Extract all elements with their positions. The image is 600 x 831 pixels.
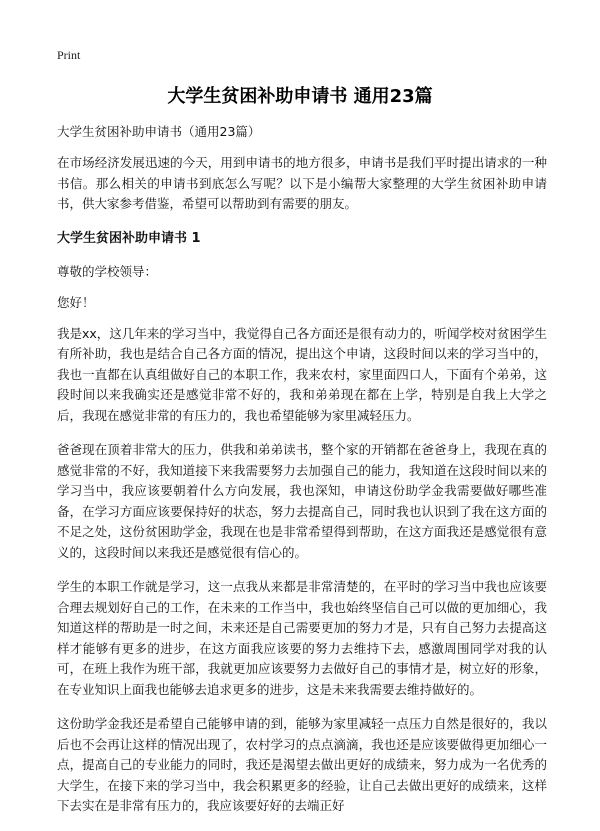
body-paragraph: 这份助学金我还是希望自己能够申请的到，能够为家里减轻一点压力自然是很好的，我以后也不会再让这样的情况出现了，农村学习的点点滴滴，我也还是应该要做得更加细心一点，提高自己的专业能力的同时，我还是渴望去做出更好的成绩来，努力成为一名优秀的大学生，在接下来的学习当中，我会积累更多的经验，让自己去做出更好的成绩来，这样下去实在是非常有压力的，我应该要好好的去端正好 [57,716,547,813]
body-paragraph: 我是xx，这几年来的学习当中，我觉得自己各方面还是很有动力的，听闻学校对贫困学生有所补助，我也是结合自己各方面的情况，提出这个申请，这段时间以来的学习当中的，我也一直都在认真组做好自己的本职工作，我来农村，家里面四口人，下面有个弟弟，这段时间以来我确实还是感觉非常不好的，我和弟弟现在都在上学，特别是自我上大学之后，我现在感觉非常的有压力的，我也希望能够为家里减轻压力。 [57,325,547,423]
salutation: 尊敬的学校领导： [57,263,158,279]
intro-paragraph: 在市场经济发展迅速的今天，用到申请书的地方很多，申请书是我们平时提出请求的一种书信。那么相关的申请书到底怎么写呢？以下是小编帮大家整理的大学生贫困补助申请书，供大家参考借鉴，希望可以帮助到有需要的朋友。 [57,155,547,211]
body-paragraph: 学生的本职工作就是学习，这一点我从来都是非常清楚的，在平时的学习当中我也应该要合理去规划好自己的工作，在未来的工作当中，我也始终坚信自己可以做的更加细心，我知道这样的帮助是一时之间，未来还是自己需要更加的努力才是，只有自己努力去提高这样才能够有更多的进步，在这方面我应该要的努力去维持下去，感激周围同学对我的认可，在班上我作为班干部，我就更加应该要努力去做好自己的事情才是，树立好的形象，在专业知识上面我也能够去追求更多的进步，这是未来我需要去维持做好的。 [57,579,547,697]
section-heading: 大学生贫困补助申请书 1 [57,230,201,246]
greeting: 您好！ [57,294,95,310]
print-label: Print [57,48,81,62]
page-title: 大学生贫困补助申请书 通用23篇 [167,86,433,107]
body-paragraph: 爸爸现在顶着非常大的压力，供我和弟弟读书，整个家的开销都在爸爸身上，我现在真的感觉非常的不好，我知道接下来我需要努力去加强自己的能力，我知道在这段时间以来的学习当中，我应该要朝着什么方向发展，我也深知，申请这份助学金我需要做好哪些准备，在学习方面应该要保持好的状态，努力去提高自己，同时我也认识到了我在这方面的不足之处，这份贫困助学金，我现在也是非常希望得到帮助，在这方面我还是感觉很有意义的，这段时间以来我还是感觉很有信心的。 [57,442,547,560]
document-subtitle: 大学生贫困补助申请书（通用23篇） [57,124,261,139]
document-body [57,122,547,831]
